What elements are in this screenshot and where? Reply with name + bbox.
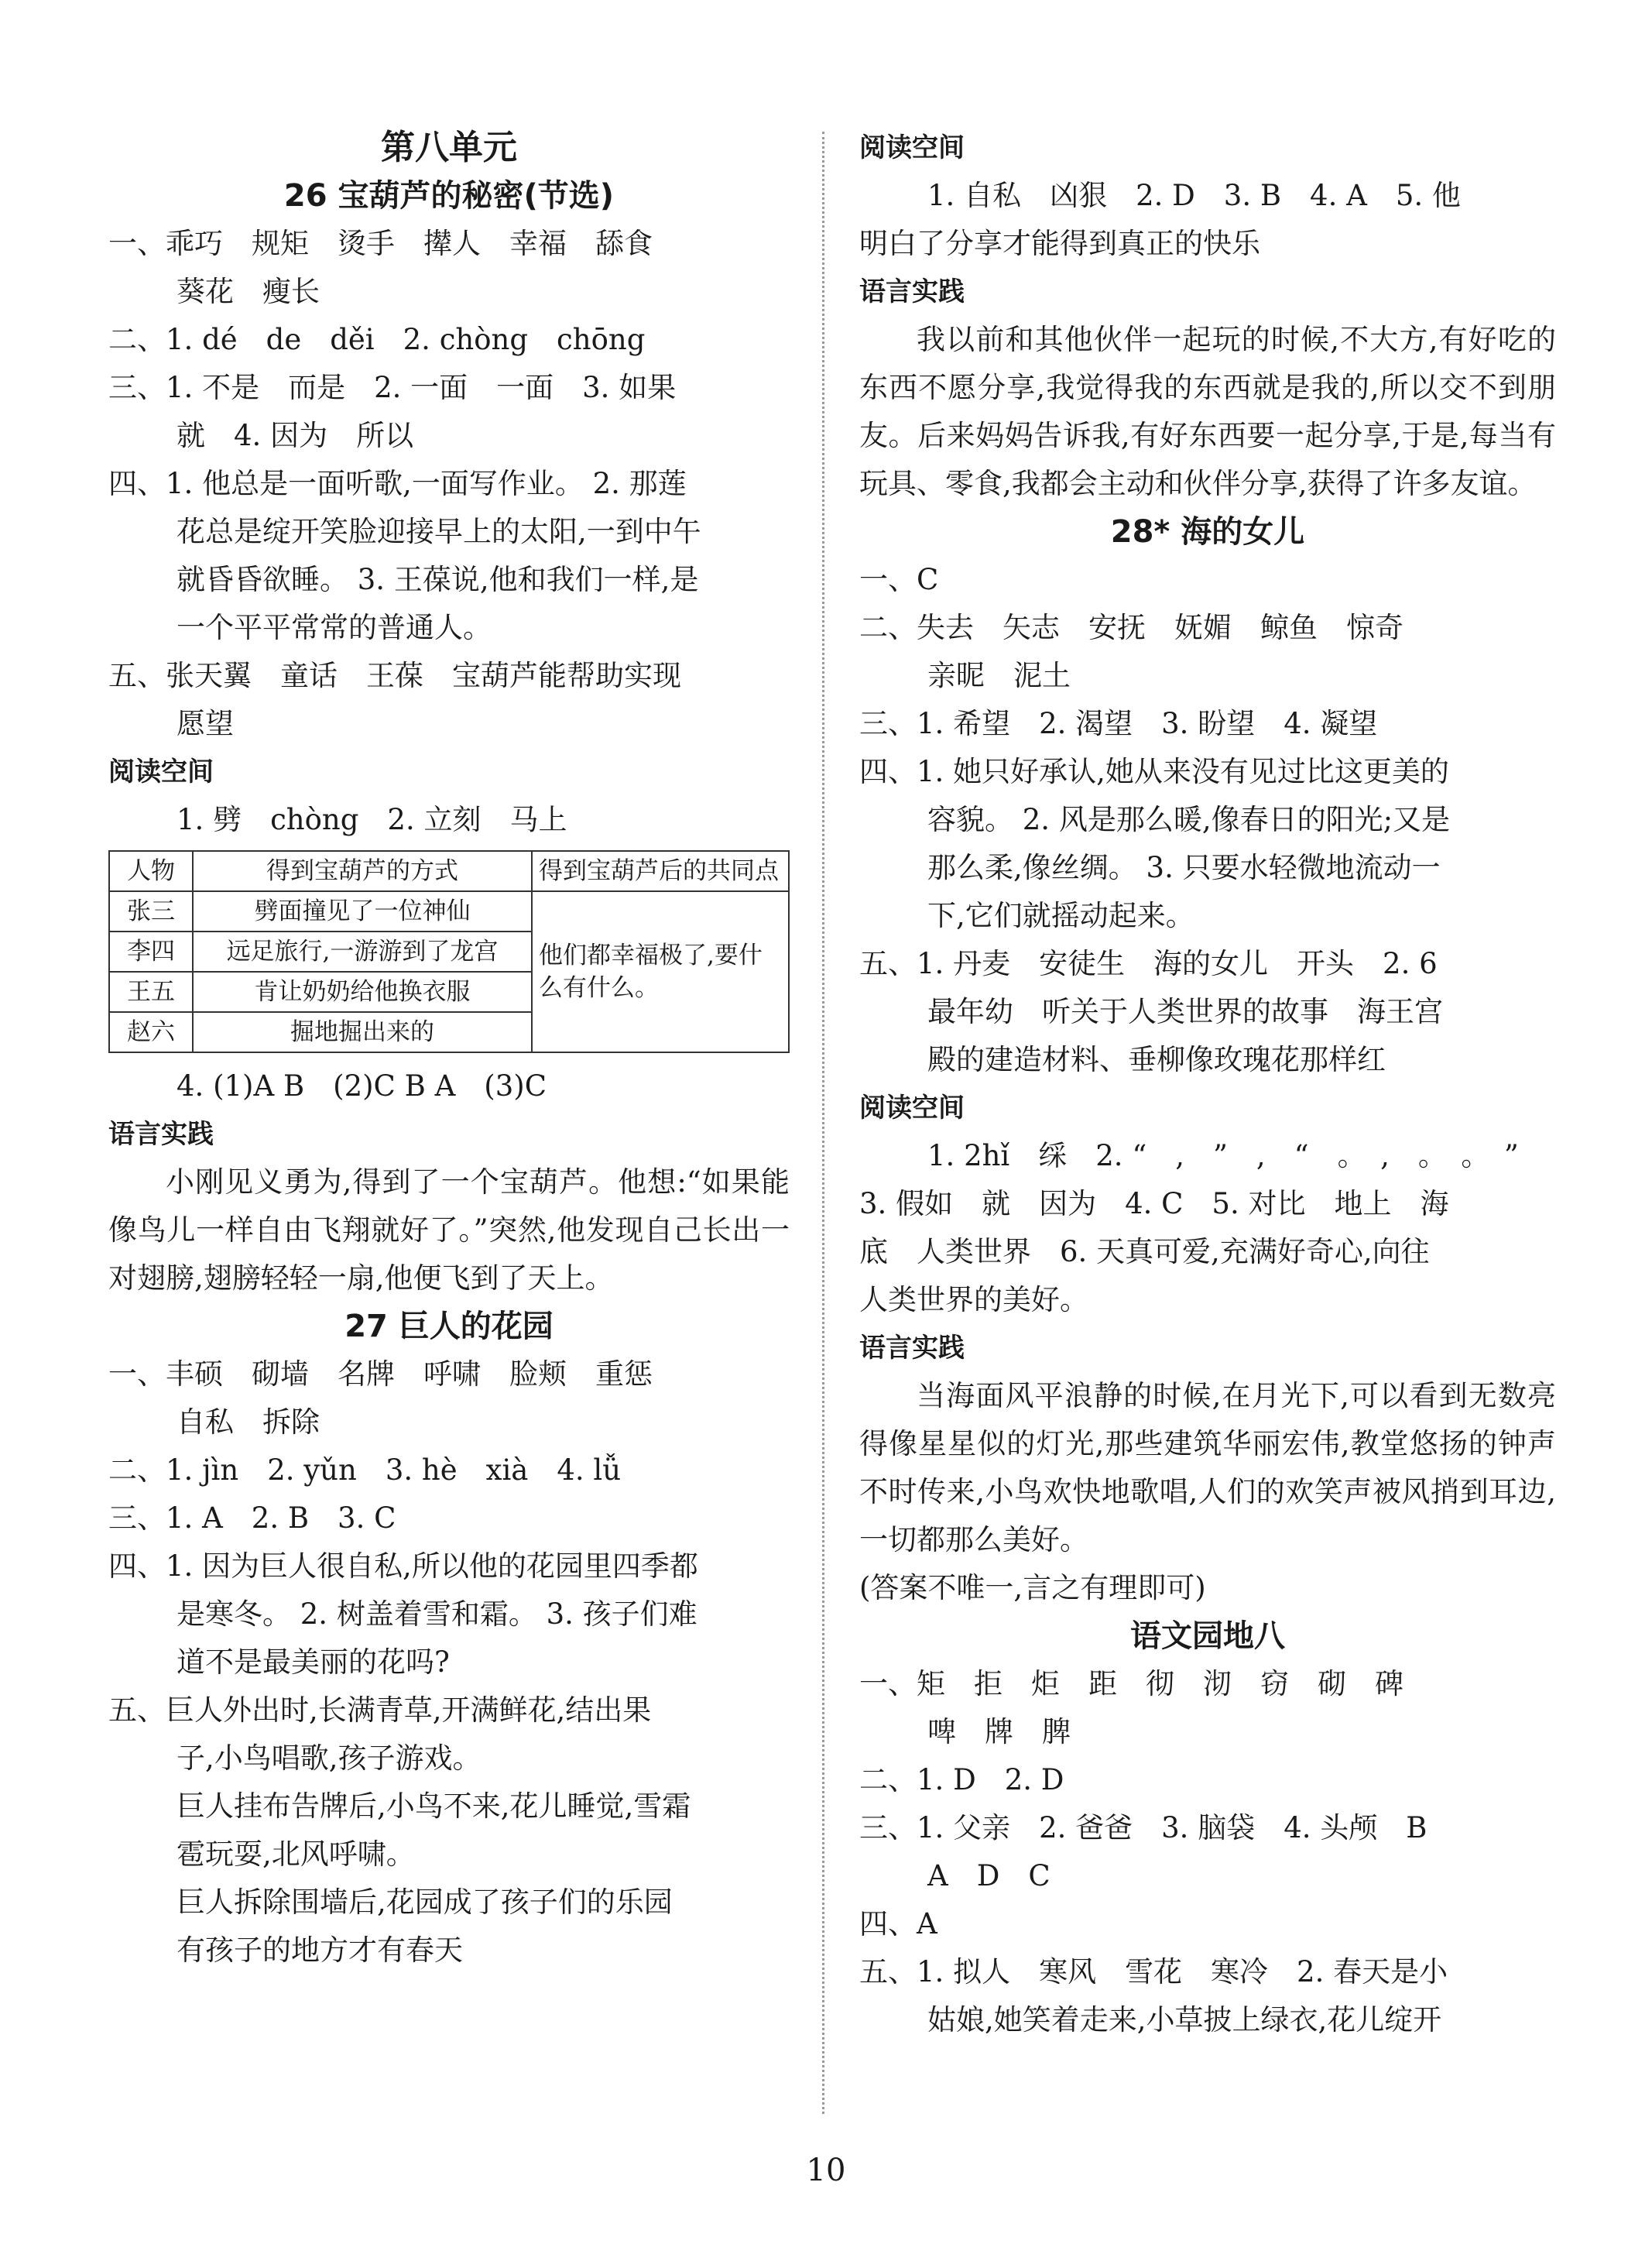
answer-line: 1. 自私 凶狠 2. D 3. B 4. A 5. 他 xyxy=(927,179,1461,212)
answer-line: A D C xyxy=(927,1859,1050,1892)
section-label-practice: 语言实践 xyxy=(859,1333,965,1364)
table-cell-name: 张三 xyxy=(109,891,193,932)
answer-line: 三、1. A 2. B 3. C xyxy=(108,1501,396,1535)
lesson-26-title: 26 宝葫芦的秘密(节选) xyxy=(283,178,615,214)
section-label-practice: 语言实践 xyxy=(859,276,965,307)
answer-line: 是寒冬。 2. 树盖着雪和霜。 3. 孩子们难 xyxy=(177,1597,697,1631)
answer-line: 花总是绽开笑脸迎接早上的太阳,一到中午 xyxy=(177,515,701,548)
answer-line: 下,它们就摇动起来。 xyxy=(927,899,1194,932)
answer-line: 二、1. jìn 2. yǔn 3. hè xià 4. lǚ xyxy=(108,1453,622,1487)
table-row xyxy=(109,891,789,932)
section-label-practice: 语言实践 xyxy=(108,1119,214,1150)
answer-line: 容貌。 2. 风是那么暖,像春日的阳光;又是 xyxy=(927,803,1451,836)
answer-line: 三、1. 不是 而是 2. 一面 一面 3. 如果 xyxy=(108,371,677,404)
answer-line: 二、1. D 2. D xyxy=(859,1763,1064,1796)
table-cell-way: 掘地掘出来的 xyxy=(193,1012,532,1052)
answer-line: 四、1. 他总是一面听歌,一面写作业。 2. 那莲 xyxy=(108,467,687,500)
answer-line: 殿的建造材料、垂柳像玫瑰花那样红 xyxy=(927,1043,1386,1076)
section-label-reading: 阅读空间 xyxy=(108,757,214,787)
table-header-cell: 人物 xyxy=(109,851,193,891)
answer-line: 四、1. 她只好承认,她从来没有见过比这更美的 xyxy=(859,755,1449,788)
answer-line: 一、丰硕 砌墙 名牌 呼啸 脸颊 重惩 xyxy=(108,1357,653,1391)
answer-line: 就昏昏欲睡。 3. 王葆说,他和我们一样,是 xyxy=(177,563,699,596)
answer-line: 一、乖巧 规矩 烫手 撵人 幸福 舔食 xyxy=(108,227,653,260)
column-divider xyxy=(822,132,824,2114)
practice-paragraph: 小刚见义勇为,得到了一个宝葫芦。他想:“如果能像鸟儿一样自由飞翔就好了。”突然,他发现自己长出一对翅膀,翅膀轻轻一扇,他便飞到了天上。 xyxy=(108,1165,790,1295)
table-header-row xyxy=(109,851,789,891)
table-cell-name: 王五 xyxy=(109,972,193,1012)
answer-line: 四、1. 因为巨人很自私,所以他的花园里四季都 xyxy=(108,1549,698,1583)
garden-title: 语文园地八 xyxy=(1130,1618,1285,1654)
answer-line: 二、1. dé de děi 2. chòng chōng xyxy=(108,323,646,356)
answer-line: 二、失去 矢志 安抚 妩媚 鲸鱼 惊奇 xyxy=(859,611,1404,644)
answer-line: 3. 假如 就 因为 4. C 5. 对比 地上 海 xyxy=(859,1187,1449,1220)
answer-line: 一个平平常常的普通人。 xyxy=(177,611,492,644)
section-label-reading: 阅读空间 xyxy=(859,1093,965,1124)
answer-line: 五、1. 拟人 寒风 雪花 寒冷 2. 春天是小 xyxy=(859,1955,1448,1988)
answer-line: 五、1. 丹麦 安徒生 海的女儿 开头 2. 6 xyxy=(859,947,1438,980)
answer-line: 巨人挂布告牌后,小鸟不来,花儿睡觉,雪霜 xyxy=(177,1789,691,1823)
table-header-cell: 得到宝葫芦后的共同点 xyxy=(532,851,789,891)
answer-line: 葵花 瘦长 xyxy=(177,275,320,308)
answer-line: 啤 牌 脾 xyxy=(927,1715,1071,1748)
right-column xyxy=(859,124,1556,2044)
answer-line: 雹玩耍,北风呼啸。 xyxy=(177,1837,415,1871)
unit-title: 第八单元 xyxy=(381,128,517,167)
answer-line: 亲昵 泥土 xyxy=(927,659,1071,692)
section-label-reading: 阅读空间 xyxy=(859,132,965,163)
answer-line: 有孩子的地方才有春天 xyxy=(177,1933,463,1967)
answer-line: 一、矩 拒 炬 距 彻 沏 窃 砌 碑 xyxy=(859,1667,1404,1700)
answer-line: 四、A xyxy=(859,1907,937,1940)
table-header-cell: 得到宝葫芦的方式 xyxy=(193,851,532,891)
lesson-28-title: 28* 海的女儿 xyxy=(1110,514,1305,550)
table-cell-way: 肯让奶奶给他换衣服 xyxy=(193,972,532,1012)
answer-line: 最年幼 听关于人类世界的故事 海王宫 xyxy=(927,995,1443,1028)
answer-line: 自私 拆除 xyxy=(177,1405,320,1439)
answer-line: 就 4. 因为 所以 xyxy=(177,419,414,452)
table-cell-name: 赵六 xyxy=(109,1012,193,1052)
answer-line: 子,小鸟唱歌,孩子游戏。 xyxy=(177,1741,482,1775)
answer-line: 1. 劈 chòng 2. 立刻 马上 xyxy=(177,803,567,836)
table-cell-name: 李四 xyxy=(109,932,193,972)
answer-line: 底 人类世界 6. 天真可爱,充满好奇心,向往 xyxy=(859,1235,1430,1268)
answer-line: 1. 2hǐ 䌽 2. “ , ” , “ 。 , 。 。 ” xyxy=(927,1139,1519,1172)
answer-line: 五、巨人外出时,长满青草,开满鲜花,结出果 xyxy=(108,1693,652,1727)
treasure-gourd-table xyxy=(108,850,790,1053)
answer-line: 三、1. 父亲 2. 爸爸 3. 脑袋 4. 头颅 B xyxy=(859,1811,1428,1844)
answer-line: 4. (1)A B (2)C B A (3)C xyxy=(177,1069,547,1103)
left-column xyxy=(108,124,790,1975)
answer-line: 那么柔,像丝绸。 3. 只要水轻微地流动一 xyxy=(927,851,1441,884)
answer-line: 人类世界的美好。 xyxy=(859,1283,1088,1316)
answer-line: 三、1. 希望 2. 渴望 3. 盼望 4. 凝望 xyxy=(859,707,1378,740)
lesson-27-title: 27 巨人的花园 xyxy=(344,1309,554,1344)
answer-line: 愿望 xyxy=(177,707,234,740)
table-cell-way: 远足旅行,一游游到了龙宫 xyxy=(193,932,532,972)
answer-line: 明白了分享才能得到真正的快乐 xyxy=(859,227,1260,260)
answer-line: 巨人拆除围墙后,花园成了孩子们的乐园 xyxy=(177,1885,673,1919)
page-number: 10 xyxy=(806,2153,846,2188)
practice-paragraph: 当海面风平浪静的时候,在月光下,可以看到无数亮得像星星似的灯光,那些建筑华丽宏伟,教堂悠扬的钟声不时传来,小鸟欢快地歌唱,人们的欢笑声被风捎到耳边,一切都那么美好。 xyxy=(859,1379,1556,1556)
answer-line: 道不是最美丽的花吗? xyxy=(177,1645,450,1679)
table-cell-way: 劈面撞见了一位神仙 xyxy=(193,891,532,932)
answer-line: 五、张天翼 童话 王葆 宝葫芦能帮助实现 xyxy=(108,659,681,692)
practice-note: (答案不唯一,言之有理即可) xyxy=(859,1571,1206,1604)
answer-line: 姑娘,她笑着走来,小草披上绿衣,花儿绽开 xyxy=(927,2003,1442,2036)
practice-paragraph: 我以前和其他伙伴一起玩的时候,不大方,有好吃的东西不愿分享,我觉得我的东西就是我的,所以交不到朋友。后来妈妈告诉我,有好东西要一起分享,于是,每当有玩具、零食,我都会主动和伙伴分享,获得了许多友谊。 xyxy=(859,323,1556,500)
table-cell-common: 他们都幸福极了,要什么有什么。 xyxy=(532,891,789,1052)
answer-line: 一、C xyxy=(859,563,939,596)
